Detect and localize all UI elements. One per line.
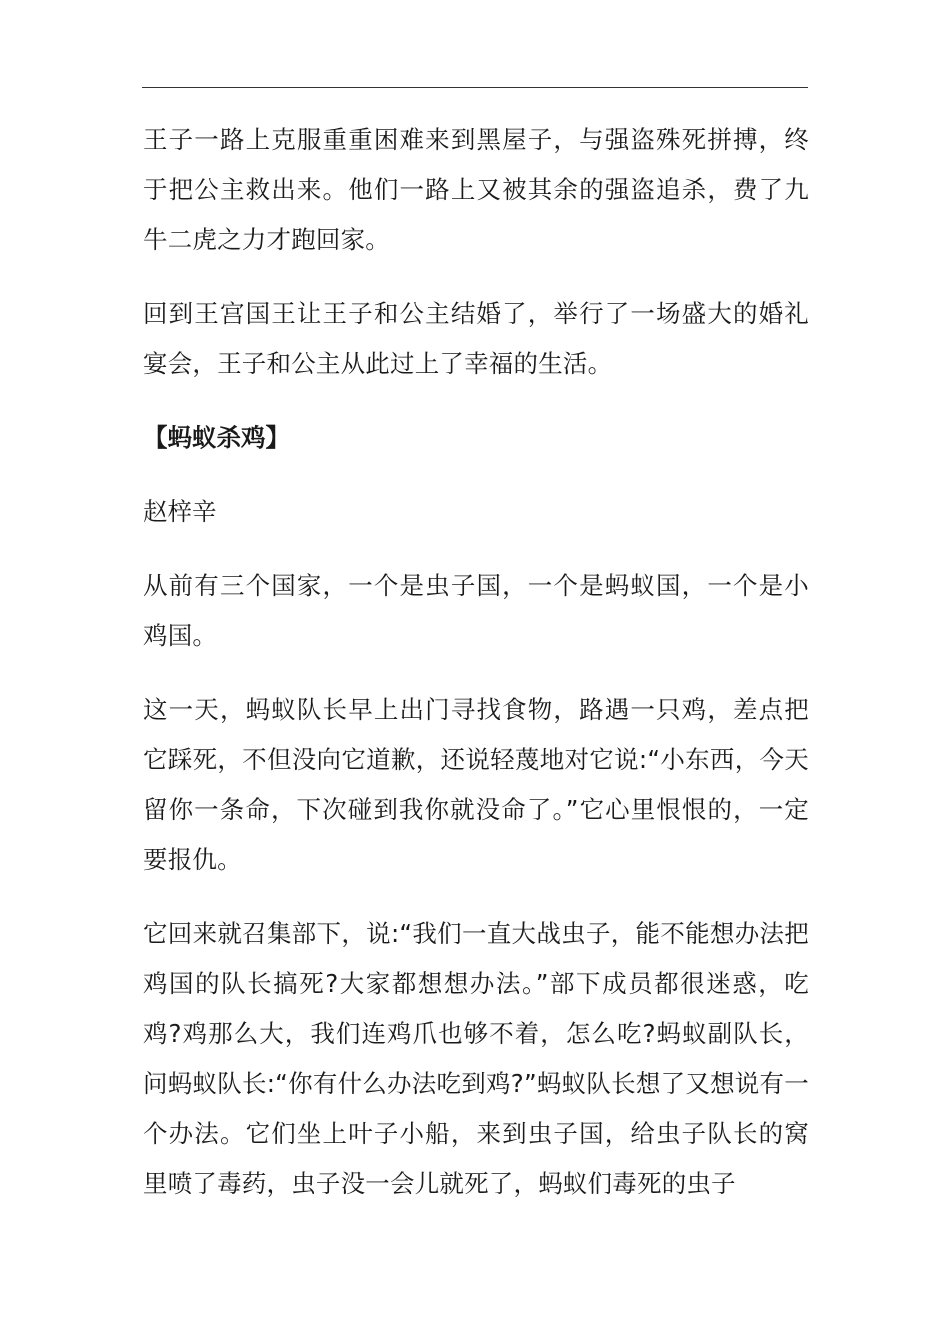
paragraph: 王子一路上克服重重困难来到黑屋子，与强盗殊死拼搏，终于把公主救出来。他们一路上又被其余的强盗追杀，费了九牛二虎之力才跑回家。 <box>143 125 809 254</box>
story-title: 【蚂蚁杀鸡】 <box>143 423 290 452</box>
paragraph: 从前有三个国家，一个是虫子国，一个是蚂蚁国，一个是小鸡国。 <box>143 571 809 650</box>
document-body <box>143 115 809 1233</box>
paragraph: 回到王宫国王让王子和公主结婚了，举行了一场盛大的婚礼宴会，王子和公主从此过上了幸福的生活。 <box>143 299 809 378</box>
paragraph: 它回来就召集部下，说:“我们一直大战虫子，能不能想办法把鸡国的队长搞死?大家都想想办法。”部下成员都很迷惑，吃鸡?鸡那么大，我们连鸡爪也够不着，怎么吃?蚂蚁副队长，问蚂蚁队长:“你有什么办法吃到鸡?”蚂蚁队长想了又想说有一个办法。它们坐上叶子小船，来到虫子国，给虫子队长的窝里喷了毒药，虫子没一会儿就死了，蚂蚁们毒死的虫子 <box>143 919 809 1198</box>
paragraph: 这一天，蚂蚁队长早上出门寻找食物，路遇一只鸡，差点把它踩死，不但没向它道歉，还说轻蔑地对它说:“小东西，今天留你一条命，下次碰到我你就没命了。”它心里恨恨的，一定要报仇。 <box>143 695 809 874</box>
story-author: 赵梓辛 <box>143 497 217 526</box>
header-rule <box>142 87 808 88</box>
